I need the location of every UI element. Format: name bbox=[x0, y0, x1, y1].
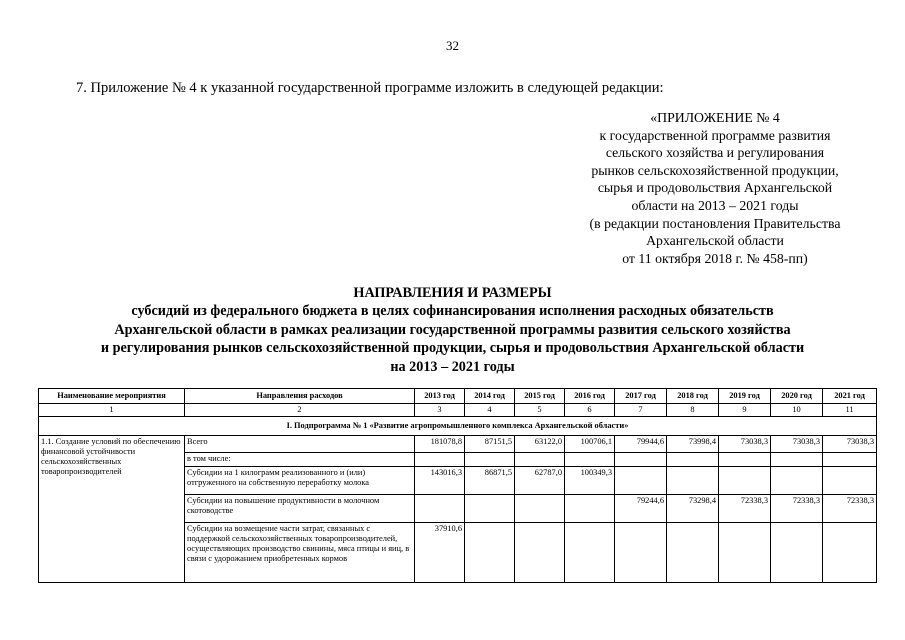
subprogram-title: I. Подпрограмма № 1 «Развитие агропромышленного комплекса Архангельской области» bbox=[39, 417, 877, 436]
header-activity: Наименование мероприятия bbox=[39, 389, 185, 404]
direction-cell: в том числе: bbox=[185, 453, 415, 467]
value-cell: 73038,3 bbox=[771, 436, 823, 453]
header-year: 2020 год bbox=[771, 389, 823, 404]
subtitle-line: Архангельской области в рамках реализации государственной программы развития сельского хозяйства bbox=[114, 321, 791, 338]
column-number: 2 bbox=[185, 404, 415, 417]
header-year: 2018 год bbox=[667, 389, 719, 404]
header-year: 2019 год bbox=[719, 389, 771, 404]
value-cell bbox=[565, 453, 615, 467]
value-cell bbox=[615, 467, 667, 495]
direction-cell: Субсидии на 1 килограмм реализованного и (или) отгруженного на собственную переработку молока bbox=[185, 467, 415, 495]
column-number-row bbox=[39, 404, 877, 417]
header-direction: Направления расходов bbox=[185, 389, 415, 404]
column-number: 7 bbox=[615, 404, 667, 417]
value-cell bbox=[667, 523, 719, 583]
appendix-line: к государственной программе развития bbox=[599, 127, 831, 143]
value-cell: 87151,5 bbox=[465, 436, 515, 453]
appendix-line: области на 2013 – 2021 годы bbox=[631, 197, 799, 213]
value-cell: 37910,6 bbox=[415, 523, 465, 583]
value-cell bbox=[667, 467, 719, 495]
value-cell bbox=[719, 467, 771, 495]
value-cell: 181078,8 bbox=[415, 436, 465, 453]
value-cell bbox=[415, 453, 465, 467]
value-cell bbox=[771, 467, 823, 495]
appendix-line: «ПРИЛОЖЕНИЕ № 4 bbox=[650, 110, 780, 125]
column-number: 10 bbox=[771, 404, 823, 417]
value-cell: 100706,1 bbox=[565, 436, 615, 453]
column-number: 6 bbox=[565, 404, 615, 417]
table-header-row bbox=[39, 389, 877, 404]
value-cell bbox=[823, 453, 877, 467]
value-cell bbox=[823, 523, 877, 583]
value-cell: 86871,5 bbox=[465, 467, 515, 495]
value-cell bbox=[667, 453, 719, 467]
value-cell: 79244,6 bbox=[615, 495, 667, 523]
value-cell: 72338,3 bbox=[823, 495, 877, 523]
subtitle-line: субсидий из федерального бюджета в целях софинансирования исполнения расходных обязательств bbox=[131, 303, 774, 319]
appendix-line: сырья и продовольствия Архангельской bbox=[597, 180, 833, 196]
value-cell bbox=[565, 523, 615, 583]
appendix-line: от 11 октября 2018 г. № 458-пп) bbox=[622, 250, 808, 266]
subtitle-line: на 2013 – 2021 годы bbox=[390, 358, 515, 375]
value-cell bbox=[771, 523, 823, 583]
value-cell: 62787,0 bbox=[515, 467, 565, 495]
value-cell bbox=[515, 453, 565, 467]
value-cell bbox=[465, 495, 515, 523]
column-number: 3 bbox=[415, 404, 465, 417]
column-number: 11 bbox=[823, 404, 877, 417]
value-cell: 72338,3 bbox=[719, 495, 771, 523]
appendix-line: рынков сельскохозяйственной продукции, bbox=[591, 162, 839, 178]
subprogram-row bbox=[39, 417, 877, 436]
column-number: 1 bbox=[39, 404, 185, 417]
activity-name: 1.1. Создание условий по обеспечению финансовой устойчивости сельскохозяйственных товаропроизводителей bbox=[39, 436, 185, 583]
subsidy-table bbox=[38, 388, 877, 583]
appendix-line: (в редакции постановления Правительства bbox=[589, 215, 841, 231]
value-cell: 100349,3 bbox=[565, 467, 615, 495]
value-cell bbox=[719, 453, 771, 467]
value-cell: 73298,4 bbox=[667, 495, 719, 523]
column-number: 9 bbox=[719, 404, 771, 417]
column-number: 8 bbox=[667, 404, 719, 417]
value-cell bbox=[615, 453, 667, 467]
value-cell: 79944,6 bbox=[615, 436, 667, 453]
value-cell: 73998,4 bbox=[667, 436, 719, 453]
value-cell bbox=[515, 495, 565, 523]
appendix-line: Архангельской области bbox=[646, 233, 784, 249]
direction-cell: Субсидии на повышение продуктивности в молочном скотоводстве bbox=[185, 495, 415, 523]
document-subtitle bbox=[0, 302, 905, 376]
value-cell bbox=[771, 453, 823, 467]
appendix-line: сельского хозяйства и регулирования bbox=[605, 145, 825, 161]
direction-cell: Субсидии на возмещение части затрат, связанных с поддержкой сельскохозяйственных товаропроизводителей, осуществляющих производство свинины, мяса птицы и яиц, в связи с удорожанием приобретенных кормов bbox=[185, 523, 415, 583]
value-cell: 73038,3 bbox=[719, 436, 771, 453]
column-number: 5 bbox=[515, 404, 565, 417]
table-row bbox=[39, 436, 877, 453]
value-cell bbox=[615, 523, 667, 583]
appendix-header bbox=[540, 109, 890, 267]
value-cell bbox=[515, 523, 565, 583]
subtitle-line: и регулирования рынков сельскохозяйственной продукции, сырья и продовольствия Архангельской области bbox=[100, 340, 805, 356]
header-year: 2021 год bbox=[823, 389, 877, 404]
amendment-item-7: 7. Приложение № 4 к указанной государственной программе изложить в следующей редакции: bbox=[76, 80, 664, 96]
value-cell: 73038,3 bbox=[823, 436, 877, 453]
header-year: 2017 год bbox=[615, 389, 667, 404]
value-cell bbox=[465, 453, 515, 467]
page-number: 32 bbox=[446, 38, 459, 53]
direction-cell: Всего bbox=[185, 436, 415, 453]
value-cell bbox=[565, 495, 615, 523]
header-year: 2015 год bbox=[515, 389, 565, 404]
header-year: 2016 год bbox=[565, 389, 615, 404]
header-year: 2014 год bbox=[465, 389, 515, 404]
value-cell: 72338,3 bbox=[771, 495, 823, 523]
value-cell bbox=[719, 523, 771, 583]
header-year: 2013 год bbox=[415, 389, 465, 404]
value-cell bbox=[465, 523, 515, 583]
value-cell bbox=[823, 467, 877, 495]
value-cell: 143016,3 bbox=[415, 467, 465, 495]
column-number: 4 bbox=[465, 404, 515, 417]
document-title: НАПРАВЛЕНИЯ И РАЗМЕРЫ bbox=[353, 285, 552, 301]
value-cell bbox=[415, 495, 465, 523]
value-cell: 63122,0 bbox=[515, 436, 565, 453]
